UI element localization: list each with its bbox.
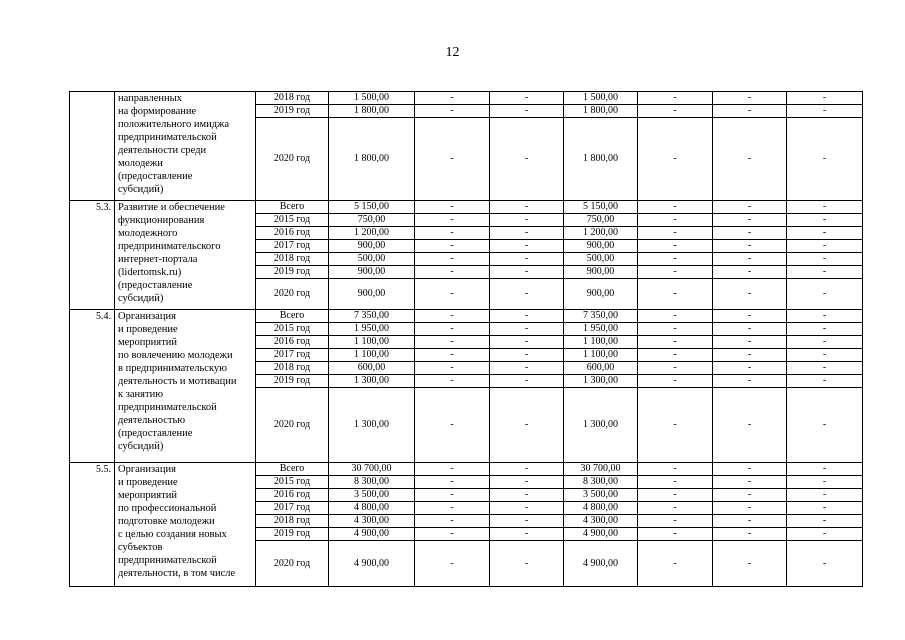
value-cell-4: 4 300,00 xyxy=(564,515,638,528)
value-cell-2: - xyxy=(415,541,490,587)
year-label: 2017 год xyxy=(256,349,329,362)
value-cell-2: - xyxy=(415,362,490,375)
value-cell-6: - xyxy=(713,240,787,253)
value-cell-7: - xyxy=(787,105,863,118)
value-cell-3: - xyxy=(490,502,564,515)
value-cell-2: - xyxy=(415,118,490,201)
year-label: 2015 год xyxy=(256,214,329,227)
value-cell-3: - xyxy=(490,310,564,323)
value-cell-7: - xyxy=(787,214,863,227)
value-cell-6: - xyxy=(713,105,787,118)
item-name-line: молодежи xyxy=(118,158,163,169)
value-cell-2: - xyxy=(415,310,490,323)
value-cell-4: 4 900,00 xyxy=(564,541,638,587)
item-name-line: по вовлечению молодежи xyxy=(118,350,233,361)
value-cell-3: - xyxy=(490,463,564,476)
item-name-line: (предоставление xyxy=(118,280,193,291)
value-cell-7: - xyxy=(787,323,863,336)
value-cell-5: - xyxy=(638,388,713,463)
year-label: 2020 год xyxy=(256,388,329,463)
value-cell-5: - xyxy=(638,227,713,240)
value-cell-5: - xyxy=(638,214,713,227)
value-cell-2: - xyxy=(415,105,490,118)
value-cell-1: 900,00 xyxy=(329,279,415,310)
value-cell-3: - xyxy=(490,253,564,266)
value-cell-3: - xyxy=(490,105,564,118)
item-name-line: функционирования xyxy=(118,215,205,226)
value-cell-4: 3 500,00 xyxy=(564,489,638,502)
value-cell-2: - xyxy=(415,253,490,266)
value-cell-2: - xyxy=(415,227,490,240)
item-name-line: деятельности, в том числе xyxy=(118,568,236,579)
value-cell-3: - xyxy=(490,489,564,502)
value-cell-2: - xyxy=(415,489,490,502)
item-name-line: Развитие и обеспечение xyxy=(118,202,225,213)
value-cell-5: - xyxy=(638,105,713,118)
item-name-line: молодежного xyxy=(118,228,178,239)
value-cell-7: - xyxy=(787,362,863,375)
value-cell-3: - xyxy=(490,227,564,240)
value-cell-6: - xyxy=(713,489,787,502)
value-cell-5: - xyxy=(638,349,713,362)
item-number: 5.5. xyxy=(70,463,115,587)
value-cell-5: - xyxy=(638,476,713,489)
value-cell-4: 900,00 xyxy=(564,279,638,310)
value-cell-1: 7 350,00 xyxy=(329,310,415,323)
value-cell-6: - xyxy=(713,92,787,105)
value-cell-6: - xyxy=(713,502,787,515)
value-cell-6: - xyxy=(713,336,787,349)
value-cell-1: 3 500,00 xyxy=(329,489,415,502)
value-cell-5: - xyxy=(638,201,713,214)
value-cell-4: 4 900,00 xyxy=(564,528,638,541)
value-cell-7: - xyxy=(787,489,863,502)
value-cell-3: - xyxy=(490,515,564,528)
value-cell-1: 500,00 xyxy=(329,253,415,266)
item-name-line: деятельность и мотивации xyxy=(118,376,237,387)
value-cell-1: 900,00 xyxy=(329,240,415,253)
item-name-line: направленных xyxy=(118,93,182,104)
value-cell-1: 1 100,00 xyxy=(329,336,415,349)
item-name-line: субсидий) xyxy=(118,184,164,195)
value-cell-7: - xyxy=(787,227,863,240)
year-label: Всего xyxy=(256,201,329,214)
value-cell-1: 4 900,00 xyxy=(329,528,415,541)
value-cell-1: 1 300,00 xyxy=(329,375,415,388)
value-cell-7: - xyxy=(787,279,863,310)
item-name-line: деятельностью xyxy=(118,415,186,426)
value-cell-1: 30 700,00 xyxy=(329,463,415,476)
item-number xyxy=(70,92,115,201)
value-cell-1: 4 800,00 xyxy=(329,502,415,515)
value-cell-6: - xyxy=(713,349,787,362)
value-cell-3: - xyxy=(490,214,564,227)
value-cell-7: - xyxy=(787,502,863,515)
value-cell-1: 4 300,00 xyxy=(329,515,415,528)
value-cell-1: 1 950,00 xyxy=(329,323,415,336)
value-cell-7: - xyxy=(787,375,863,388)
value-cell-4: 1 200,00 xyxy=(564,227,638,240)
item-name xyxy=(115,201,256,310)
value-cell-2: - xyxy=(415,388,490,463)
year-label: 2016 год xyxy=(256,336,329,349)
item-name-line: мероприятий xyxy=(118,337,177,348)
value-cell-1: 1 500,00 xyxy=(329,92,415,105)
value-cell-4: 750,00 xyxy=(564,214,638,227)
item-number: 5.4. xyxy=(70,310,115,463)
value-cell-1: 8 300,00 xyxy=(329,476,415,489)
value-cell-4: 30 700,00 xyxy=(564,463,638,476)
item-name-line: предпринимательской xyxy=(118,132,217,143)
value-cell-2: - xyxy=(415,463,490,476)
value-cell-4: 1 800,00 xyxy=(564,105,638,118)
value-cell-2: - xyxy=(415,349,490,362)
year-label: 2017 год xyxy=(256,502,329,515)
value-cell-2: - xyxy=(415,323,490,336)
value-cell-7: - xyxy=(787,476,863,489)
year-label: 2020 год xyxy=(256,279,329,310)
value-cell-6: - xyxy=(713,528,787,541)
year-label: 2019 год xyxy=(256,375,329,388)
value-cell-5: - xyxy=(638,253,713,266)
value-cell-5: - xyxy=(638,323,713,336)
value-cell-3: - xyxy=(490,375,564,388)
value-cell-6: - xyxy=(713,227,787,240)
value-cell-6: - xyxy=(713,279,787,310)
value-cell-3: - xyxy=(490,240,564,253)
item-name-line: и проведение xyxy=(118,324,178,335)
value-cell-2: - xyxy=(415,528,490,541)
value-cell-4: 1 950,00 xyxy=(564,323,638,336)
item-name-line: с целью создания новых xyxy=(118,529,227,540)
item-name-line: (предоставление xyxy=(118,171,193,182)
value-cell-6: - xyxy=(713,201,787,214)
value-cell-4: 1 100,00 xyxy=(564,349,638,362)
value-cell-3: - xyxy=(490,336,564,349)
value-cell-6: - xyxy=(713,476,787,489)
value-cell-7: - xyxy=(787,541,863,587)
item-name-line: предпринимательской xyxy=(118,402,217,413)
table-row xyxy=(70,310,863,323)
value-cell-3: - xyxy=(490,349,564,362)
value-cell-5: - xyxy=(638,240,713,253)
value-cell-1: 900,00 xyxy=(329,266,415,279)
value-cell-2: - xyxy=(415,476,490,489)
item-name-line: деятельности среди xyxy=(118,145,207,156)
value-cell-4: 1 300,00 xyxy=(564,375,638,388)
value-cell-7: - xyxy=(787,118,863,201)
item-name-line: интернет-портала xyxy=(118,254,198,265)
value-cell-5: - xyxy=(638,118,713,201)
item-name-line: по профессиональной xyxy=(118,503,217,514)
value-cell-3: - xyxy=(490,476,564,489)
value-cell-7: - xyxy=(787,240,863,253)
value-cell-4: 1 300,00 xyxy=(564,388,638,463)
year-label: 2019 год xyxy=(256,105,329,118)
value-cell-7: - xyxy=(787,349,863,362)
value-cell-2: - xyxy=(415,92,490,105)
value-cell-3: - xyxy=(490,118,564,201)
value-cell-7: - xyxy=(787,528,863,541)
value-cell-5: - xyxy=(638,528,713,541)
table-row xyxy=(70,92,863,105)
value-cell-6: - xyxy=(713,310,787,323)
item-name-line: предпринимательского xyxy=(118,241,221,252)
value-cell-5: - xyxy=(638,336,713,349)
year-label: 2018 год xyxy=(256,92,329,105)
year-label: 2016 год xyxy=(256,227,329,240)
value-cell-7: - xyxy=(787,515,863,528)
value-cell-4: 600,00 xyxy=(564,362,638,375)
value-cell-7: - xyxy=(787,310,863,323)
value-cell-4: 500,00 xyxy=(564,253,638,266)
value-cell-2: - xyxy=(415,502,490,515)
value-cell-4: 900,00 xyxy=(564,240,638,253)
value-cell-3: - xyxy=(490,528,564,541)
value-cell-4: 1 100,00 xyxy=(564,336,638,349)
value-cell-1: 750,00 xyxy=(329,214,415,227)
value-cell-4: 4 800,00 xyxy=(564,502,638,515)
item-name xyxy=(115,92,256,201)
value-cell-4: 8 300,00 xyxy=(564,476,638,489)
item-name xyxy=(115,463,256,587)
value-cell-1: 4 900,00 xyxy=(329,541,415,587)
year-label: 2015 год xyxy=(256,476,329,489)
value-cell-6: - xyxy=(713,266,787,279)
item-name-line: к занятию xyxy=(118,389,164,400)
value-cell-1: 5 150,00 xyxy=(329,201,415,214)
year-label: 2016 год xyxy=(256,489,329,502)
value-cell-3: - xyxy=(490,266,564,279)
year-label: 2019 год xyxy=(256,528,329,541)
value-cell-3: - xyxy=(490,92,564,105)
year-label: 2015 год xyxy=(256,323,329,336)
value-cell-5: - xyxy=(638,541,713,587)
value-cell-6: - xyxy=(713,388,787,463)
value-cell-4: 1 800,00 xyxy=(564,118,638,201)
item-name xyxy=(115,310,256,463)
value-cell-1: 1 800,00 xyxy=(329,118,415,201)
value-cell-1: 600,00 xyxy=(329,362,415,375)
year-label: 2018 год xyxy=(256,253,329,266)
value-cell-1: 1 800,00 xyxy=(329,105,415,118)
value-cell-6: - xyxy=(713,253,787,266)
value-cell-2: - xyxy=(415,201,490,214)
value-cell-1: 1 200,00 xyxy=(329,227,415,240)
year-label: Всего xyxy=(256,310,329,323)
item-name-line: субсидий) xyxy=(118,441,164,452)
year-label: 2020 год xyxy=(256,541,329,587)
item-name-line: положительного имиджа xyxy=(118,119,230,130)
value-cell-7: - xyxy=(787,266,863,279)
item-name-line: Организация xyxy=(118,464,176,475)
value-cell-6: - xyxy=(713,362,787,375)
value-cell-6: - xyxy=(713,463,787,476)
item-name-line: мероприятий xyxy=(118,490,177,501)
value-cell-5: - xyxy=(638,310,713,323)
page-number: 12 xyxy=(445,45,460,60)
value-cell-1: 1 300,00 xyxy=(329,388,415,463)
value-cell-3: - xyxy=(490,201,564,214)
value-cell-3: - xyxy=(490,323,564,336)
value-cell-6: - xyxy=(713,323,787,336)
value-cell-6: - xyxy=(713,515,787,528)
table-row xyxy=(70,201,863,214)
value-cell-2: - xyxy=(415,279,490,310)
item-name-line: Организация xyxy=(118,311,176,322)
value-cell-2: - xyxy=(415,240,490,253)
value-cell-7: - xyxy=(787,388,863,463)
value-cell-4: 1 500,00 xyxy=(564,92,638,105)
program-table xyxy=(69,91,863,587)
value-cell-6: - xyxy=(713,214,787,227)
value-cell-4: 7 350,00 xyxy=(564,310,638,323)
value-cell-7: - xyxy=(787,463,863,476)
value-cell-5: - xyxy=(638,502,713,515)
value-cell-7: - xyxy=(787,336,863,349)
value-cell-2: - xyxy=(415,375,490,388)
value-cell-5: - xyxy=(638,362,713,375)
value-cell-6: - xyxy=(713,541,787,587)
value-cell-3: - xyxy=(490,541,564,587)
value-cell-2: - xyxy=(415,515,490,528)
year-label: 2017 год xyxy=(256,240,329,253)
value-cell-4: 5 150,00 xyxy=(564,201,638,214)
year-label: Всего xyxy=(256,463,329,476)
value-cell-4: 900,00 xyxy=(564,266,638,279)
item-number: 5.3. xyxy=(70,201,115,310)
value-cell-5: - xyxy=(638,489,713,502)
item-name-line: на формирование xyxy=(118,106,197,117)
value-cell-6: - xyxy=(713,118,787,201)
value-cell-5: - xyxy=(638,279,713,310)
value-cell-5: - xyxy=(638,515,713,528)
value-cell-7: - xyxy=(787,201,863,214)
item-name-line: и проведение xyxy=(118,477,178,488)
year-label: 2018 год xyxy=(256,362,329,375)
value-cell-7: - xyxy=(787,253,863,266)
value-cell-3: - xyxy=(490,362,564,375)
year-label: 2018 год xyxy=(256,515,329,528)
value-cell-1: 1 100,00 xyxy=(329,349,415,362)
item-name-line: в предпринимательскую xyxy=(118,363,227,374)
value-cell-5: - xyxy=(638,266,713,279)
value-cell-5: - xyxy=(638,463,713,476)
item-name-line: предпринимательской xyxy=(118,555,217,566)
value-cell-3: - xyxy=(490,279,564,310)
item-name-line: подготовке молодежи xyxy=(118,516,215,527)
value-cell-2: - xyxy=(415,214,490,227)
value-cell-5: - xyxy=(638,92,713,105)
item-name-line: (предоставление xyxy=(118,428,193,439)
value-cell-5: - xyxy=(638,375,713,388)
value-cell-6: - xyxy=(713,375,787,388)
year-label: 2019 год xyxy=(256,266,329,279)
year-label: 2020 год xyxy=(256,118,329,201)
item-name-line: (lidertomsk.ru) xyxy=(118,267,182,278)
item-name-line: субсидий) xyxy=(118,293,164,304)
table-row xyxy=(70,463,863,476)
value-cell-7: - xyxy=(787,92,863,105)
value-cell-3: - xyxy=(490,388,564,463)
item-name-line: субъектов xyxy=(118,542,163,553)
value-cell-2: - xyxy=(415,266,490,279)
value-cell-2: - xyxy=(415,336,490,349)
